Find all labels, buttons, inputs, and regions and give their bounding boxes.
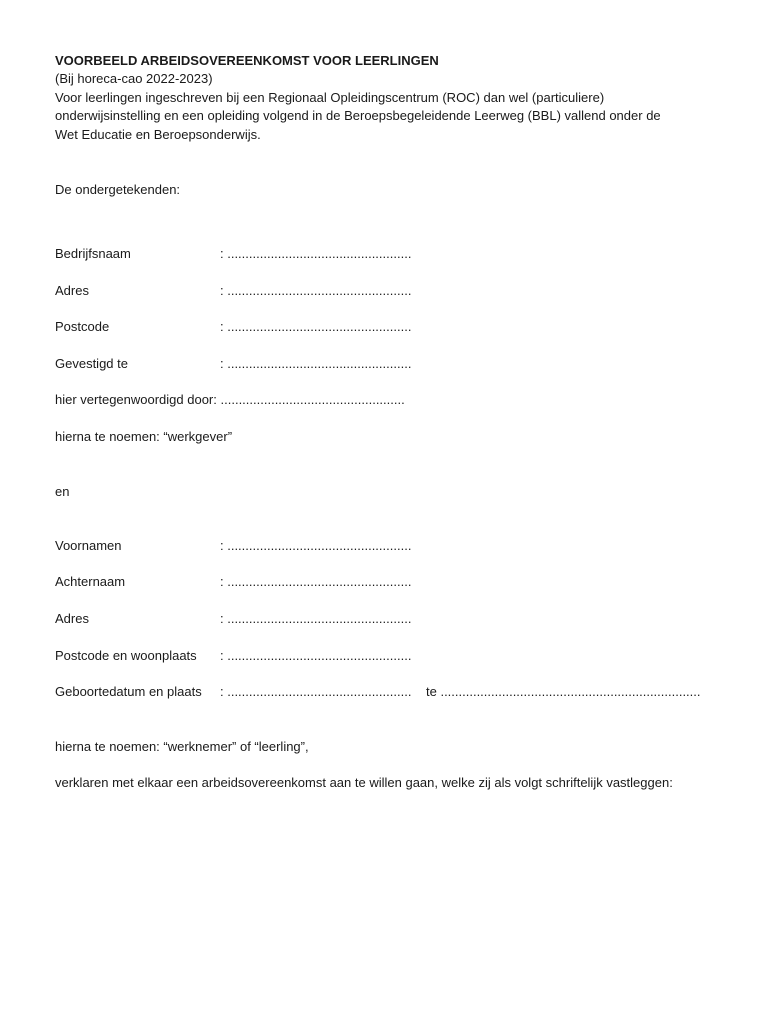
employer-postcode-field[interactable] bbox=[55, 318, 755, 336]
undersigned-heading: De ondergetekenden: bbox=[55, 182, 181, 197]
postcode-city-blank[interactable]: : ................................................... bbox=[220, 648, 412, 663]
established-field[interactable] bbox=[55, 355, 755, 373]
birth-date-blank[interactable]: : ................................................... bbox=[220, 684, 412, 699]
employer-postcode-label: Postcode bbox=[55, 319, 110, 334]
and-text: en bbox=[55, 484, 70, 499]
postcode-city-label: Postcode en woonplaats bbox=[55, 648, 197, 663]
company-name-blank[interactable]: : ................................................... bbox=[220, 246, 412, 261]
employer-address-blank[interactable]: : ................................................... bbox=[220, 283, 412, 298]
company-name-field[interactable] bbox=[55, 245, 755, 263]
first-names-blank[interactable]: : ................................................... bbox=[220, 538, 412, 553]
birth-place-blank[interactable]: te ........................................................................ bbox=[426, 684, 701, 699]
birth-field[interactable] bbox=[55, 683, 755, 701]
intro-line-2: onderwijsinstelling en een opleiding volgend in de Beroepsbegeleidende Leerweg (BBL) vallend onder de bbox=[55, 108, 661, 123]
company-name-label: Bedrijfsnaam bbox=[55, 246, 131, 261]
birth-label: Geboortedatum en plaats bbox=[55, 684, 202, 699]
document-title: VOORBEELD ARBEIDSOVEREENKOMST VOOR LEERLINGEN bbox=[55, 53, 439, 68]
document-subtitle: (Bij horeca-cao 2022-2023) bbox=[55, 71, 213, 86]
employer-postcode-blank[interactable]: : ................................................... bbox=[220, 319, 412, 334]
intro-line-1: Voor leerlingen ingeschreven bij een Regionaal Opleidingscentrum (ROC) dan wel (particuliere) bbox=[55, 90, 605, 105]
last-name-label: Achternaam bbox=[55, 574, 126, 589]
represented-label: hier vertegenwoordigd door: bbox=[55, 392, 217, 407]
employer-named: hierna te noemen: “werkgever” bbox=[55, 429, 233, 444]
postcode-city-field[interactable] bbox=[55, 647, 755, 665]
established-blank[interactable]: : ................................................... bbox=[220, 356, 412, 371]
declaration-text: verklaren met elkaar een arbeidsovereenkomst aan te willen gaan, welke zij als volgt schriftelijk vastleggen: bbox=[55, 775, 673, 790]
represented-field[interactable] bbox=[55, 391, 405, 409]
last-name-field[interactable] bbox=[55, 573, 755, 591]
intro-line-3: Wet Educatie en Beroepsonderwijs. bbox=[55, 127, 261, 142]
employer-address-field[interactable] bbox=[55, 282, 755, 300]
first-names-label: Voornamen bbox=[55, 538, 122, 553]
employee-address-label: Adres bbox=[55, 611, 89, 626]
last-name-blank[interactable]: : ................................................... bbox=[220, 574, 412, 589]
employee-named: hierna te noemen: “werknemer” of “leerling”, bbox=[55, 739, 309, 754]
employer-address-label: Adres bbox=[55, 283, 89, 298]
employee-address-blank[interactable]: : ................................................... bbox=[220, 611, 412, 626]
employee-address-field[interactable] bbox=[55, 610, 755, 628]
first-names-field[interactable] bbox=[55, 537, 755, 555]
represented-blank[interactable]: ................................................... bbox=[220, 392, 405, 407]
established-label: Gevestigd te bbox=[55, 356, 128, 371]
